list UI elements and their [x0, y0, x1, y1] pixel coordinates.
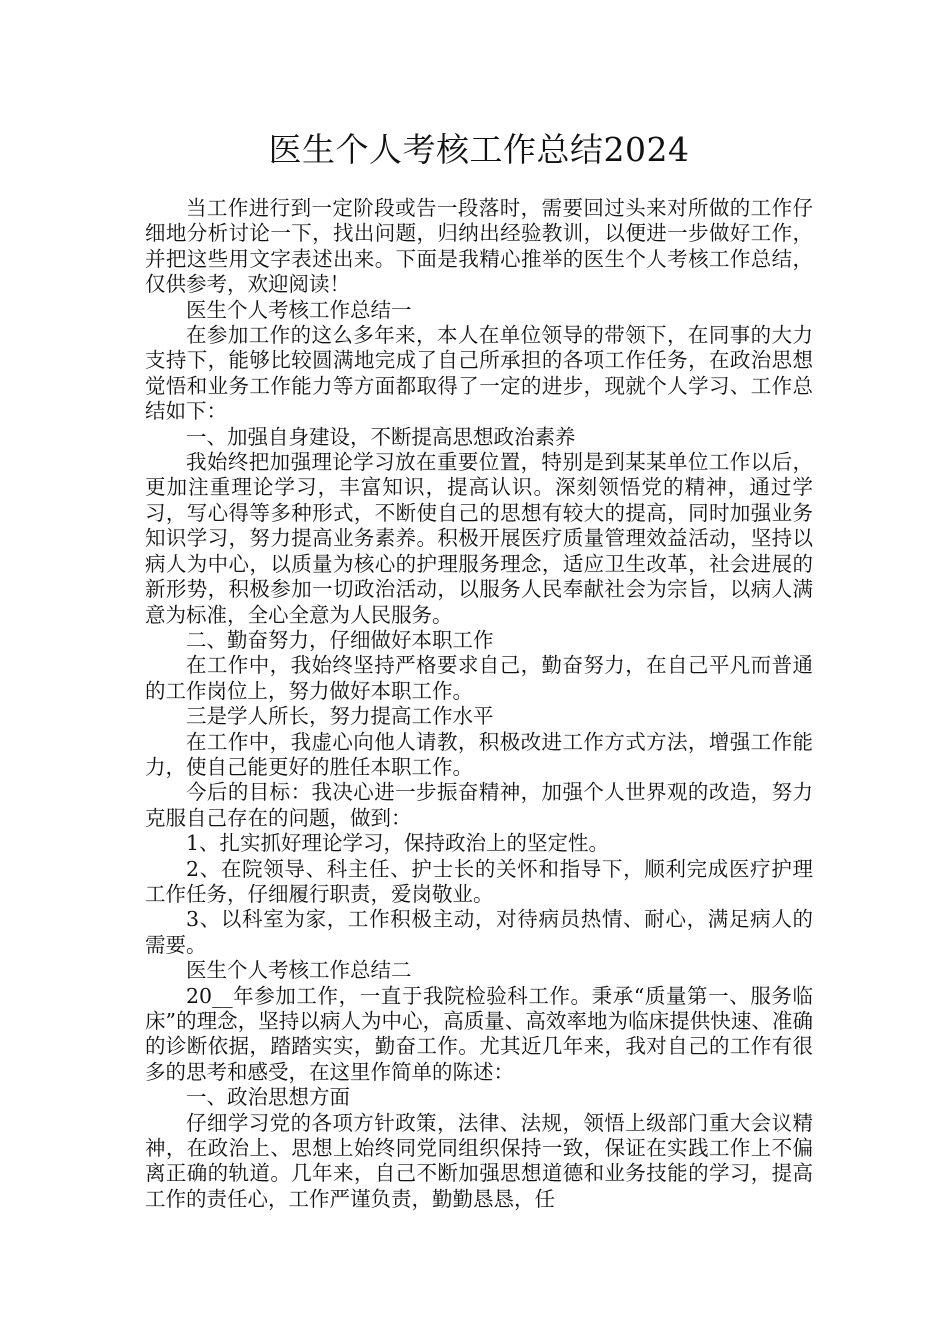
- document-title: 医生个人考核工作总结2024: [268, 130, 690, 169]
- document-page: [145, 128, 813, 1212]
- section-heading-summary-1: 医生个人考核工作总结一: [186, 297, 412, 322]
- body-paragraph: 在工作中，我始终坚持严格要求自己，勤奋努力，在自己平凡而普通的工作岗位上，努力做好本职工作。: [145, 653, 813, 703]
- body-paragraph: 仔细学习党的各项方针政策，法律、法规，领悟上级部门重大会议精神，在政治上、思想上始终同党同组织保持一致，保证在实践工作上不偏离正确的轨道。几年来，自己不断加强思想道德和业务技能的学习，提高工作的责任心，工作严谨负责，勤勤恳恳，任: [145, 1110, 813, 1211]
- body-paragraph: 在参加工作的这么多年来，本人在单位领导的带领下，在同事的大力支持下，能够比较圆满地完成了自己所承担的各项工作任务，在政治思想觉悟和业务工作能力等方面都取得了一定的进步，现就个人学习、工作总结如下：: [145, 323, 813, 424]
- intro-paragraph: 当工作进行到一定阶段或告一段落时，需要回过头来对所做的工作仔细地分析讨论一下，找出问题，归纳出经验教训，以便进一步做好工作，并把这些用文字表述出来。下面是我精心推举的医生个人考核工作总结，仅供参考，欢迎阅读！: [145, 196, 813, 297]
- list-item: 1、扎实抓好理论学习，保持政治上的坚定性。: [186, 831, 610, 856]
- section-heading-summary-2: 医生个人考核工作总结二: [186, 958, 412, 983]
- subheading-3: 三是学人所长，努力提高工作水平: [186, 704, 494, 729]
- document-body: [145, 196, 813, 1212]
- list-item: 2、在院领导、科主任、护士长的关怀和指导下，顺利完成医疗护理工作任务，仔细履行职责，爱岗敬业。: [145, 856, 813, 906]
- subheading-politics: 一、政治思想方面: [186, 1085, 350, 1110]
- body-paragraph: 我始终把加强理论学习放在重要位置，特别是到某某单位工作以后，更加注重理论学习，丰富知识，提高认识。深刻领悟党的精神，通过学习，写心得等多种形式，不断使自己的思想有较大的提高，同时加强业务知识学习，努力提高业务素养。积极开展医疗质量管理效益活动，坚持以病人为中心，以质量为核心的护理服务理念，适应卫生改革，社会进展的新形势，积极参加一切政治活动，以服务人民奉献社会为宗旨，以病人满意为标准，全心全意为人民服务。: [145, 450, 813, 627]
- body-paragraph: 20__年参加工作，一直于我院检验科工作。秉承“质量第一、服务临床”的理念，坚持以病人为中心，高质量、高效率地为临床提供快速、准确的诊断依据，踏踏实实，勤奋工作。尤其近几年来，我对自己的工作有很多的思考和感受，在这里作简单的陈述：: [145, 983, 813, 1084]
- subheading-1: 一、加强自身建设，不断提高思想政治素养: [186, 424, 576, 449]
- body-paragraph: 在工作中，我虚心向他人请教，积极改进工作方式方法，增强工作能力，使自己能更好的胜任本职工作。: [145, 729, 813, 779]
- subheading-2: 二、勤奋努力，仔细做好本职工作: [186, 627, 494, 652]
- list-item: 3、以科室为家，工作积极主动，对待病员热情、耐心，满足病人的需要。: [145, 907, 813, 957]
- body-paragraph: 今后的目标：我决心进一步振奋精神，加强个人世界观的改造，努力克服自己存在的问题，做到：: [145, 780, 813, 830]
